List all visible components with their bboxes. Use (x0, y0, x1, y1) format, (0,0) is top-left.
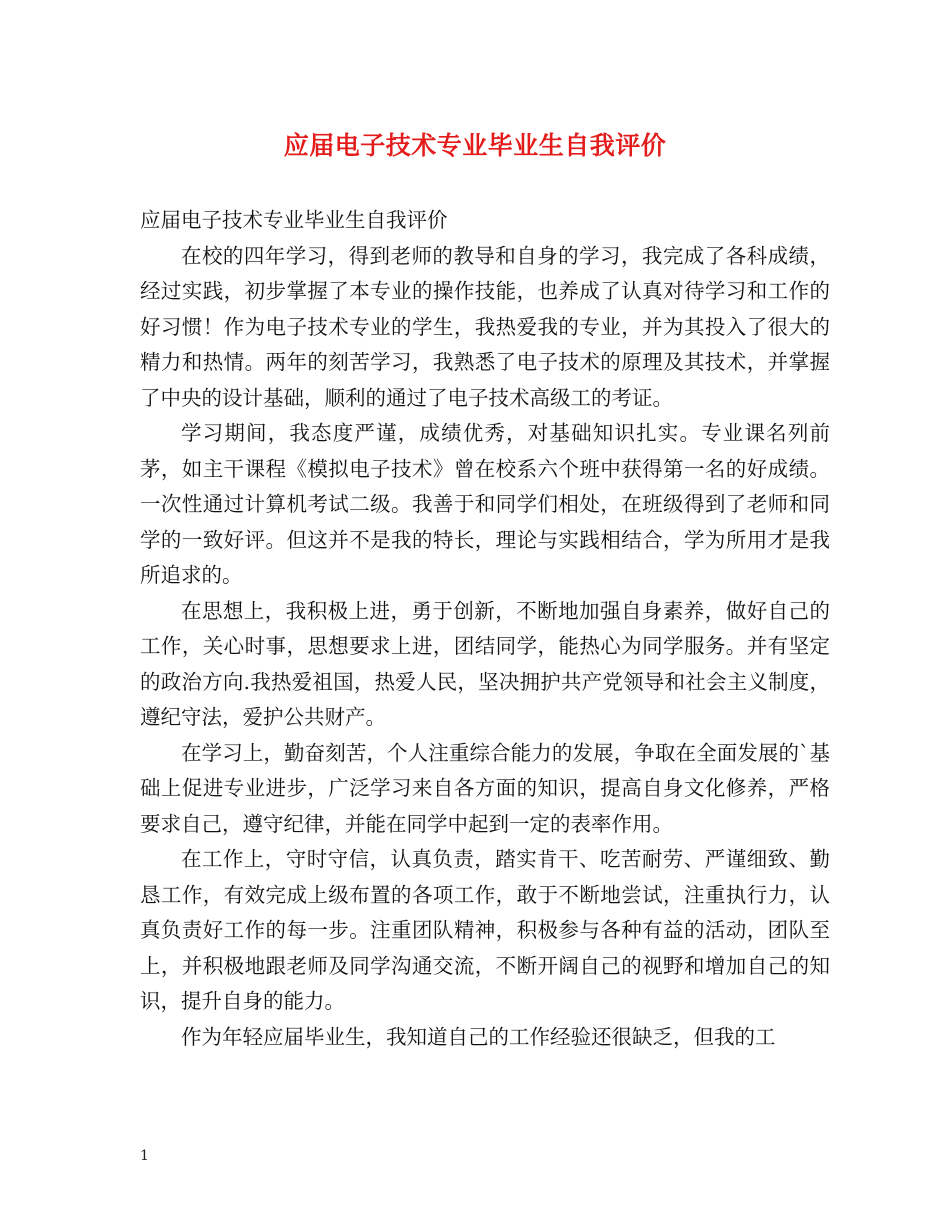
document-title: 应届电子技术专业毕业生自我评价 (283, 131, 667, 160)
document-body (140, 203, 830, 1055)
paragraph-2: 学习期间，我态度严谨，成绩优秀，对基础知识扎实。专业课名列前茅，如主干课程《模拟电子技术》曾在校系六个班中获得第一名的好成绩。一次性通过计算机考试二级。我善于和同学们相处，在班级得到了老师和同学的一致好评。但这并不是我的特长，理论与实践相结合，学为所用才是我所追求的。 (140, 421, 830, 587)
paragraph-6: 作为年轻应届毕业生，我知道自己的工作经验还很缺乏，但我的工 (181, 1024, 776, 1049)
page-number: 1 (140, 1148, 149, 1164)
paragraph-1: 在校的四年学习，得到老师的教导和自身的学习，我完成了各科成绩，经过实践，初步掌握了本专业的操作技能，也养成了认真对待学习和工作的好习惯！作为电子技术专业的学生，我热爱我的专业，并为其投入了很大的精力和热情。两年的刻苦学习，我熟悉了电子技术的原理及其技术，并掌握了中央的设计基础，顺利的通过了电子技术高级工的考证。 (140, 243, 830, 410)
paragraph-3: 在思想上，我积极上进，勇于创新，不断地加强自身素养，做好自己的工作，关心时事，思想要求上进，团结同学，能热心为同学服务。并有坚定的政治方向.我热爱祖国，热爱人民，坚决拥护共产党领导和社会主义制度，遵纪守法，爱护公共财产。 (140, 598, 830, 729)
body-heading: 应届电子技术专业毕业生自我评价 (140, 208, 448, 232)
paragraph-5: 在工作上，守时守信，认真负责，踏实肯干、吃苦耐劳、严谨细致、勤恳工作，有效完成上级布置的各项工作，敢于不断地尝试，注重执行力，认真负责好工作的每一步。注重团队精神，积极参与各种有益的活动，团队至上，并积极地跟老师及同学沟通交流，不断开阔自己的视野和增加自己的知识，提升自身的能力。 (140, 847, 830, 1013)
paragraph-4: 在学习上，勤奋刻苦，个人注重综合能力的发展，争取在全面发展的`基础上促进专业进步，广泛学习来自各方面的知识，提高自身文化修养，严格要求自己，遵守纪律，并能在同学中起到一定的表率作用。 (140, 740, 830, 836)
